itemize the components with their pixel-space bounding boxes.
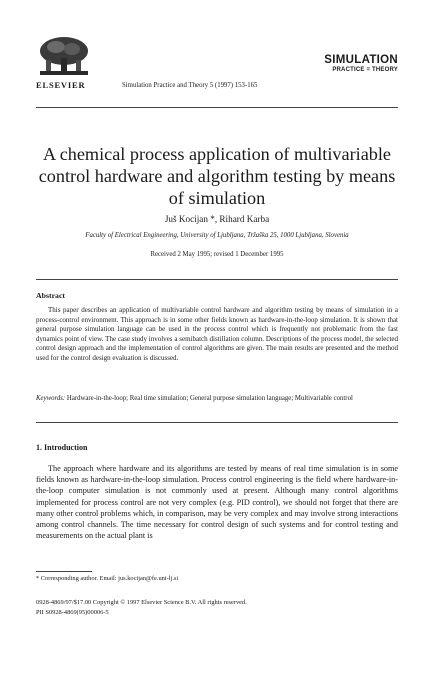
abstract-text: This paper describes an application of multivariable control hardware and algorithm testing by means of simulation in a process-control environment. This approach is in some other fields known as hardware-in-the-loop simulation. It is shown that general purpose simulation language can be used in the process control which is frequently not problematic from the fast dynamics point of view. The case study involves a semibatch distillation column. Descriptions of the process model, the selected control design approach and the implementation of control algorithms are given. The main results are presented and the method used for the control design evaluation is discussed. xyxy=(36,306,398,362)
article-authors: Juš Kocijan *, Rihard Karba xyxy=(164,214,270,224)
keywords-label: Keywords: xyxy=(36,395,66,402)
pii-line: PII S0928-4869(95)00006-5 xyxy=(36,609,109,616)
journal-reference: Simulation Practice and Theory 5 (1997) 153-165 xyxy=(122,82,258,89)
publisher-name: ELSEVIER xyxy=(36,80,86,90)
author-affiliation: Faculty of Electrical Engineering, University of Ljubljana, Tržaška 25, 1000 Ljubljana, Slovenia xyxy=(85,232,349,239)
footnote-rule xyxy=(36,571,92,572)
abstract-bottom-rule xyxy=(36,422,398,423)
abstract-top-rule xyxy=(36,279,398,280)
journal-logo xyxy=(324,54,398,73)
journal-logo-subtitle: PRACTICE = THEORY xyxy=(332,67,398,73)
elsevier-tree-logo-icon xyxy=(36,36,92,78)
keywords-text: Hardware-in-the-loop; Real time simulation; General purpose simulation language; Multivariable control xyxy=(66,395,353,402)
received-dates: Received 2 May 1995; revised 1 December 1995 xyxy=(150,251,284,258)
copyright-line: 0928-4869/97/$17.00 Copyright © 1997 Elsevier Science B.V. All rights reserved. xyxy=(36,599,247,606)
section-heading-introduction: 1. Introduction xyxy=(36,443,88,452)
journal-logo-title: SIMULATION xyxy=(324,54,398,66)
abstract-heading: Abstract xyxy=(36,291,66,300)
page-header xyxy=(36,36,398,92)
keywords xyxy=(36,394,398,403)
article-title: A chemical process application of multivariable control hardware and algorithm testing by means of simulation xyxy=(38,144,396,208)
header-rule xyxy=(36,107,398,108)
introduction-text: The approach where hardware and its algorithms are tested by means of real time simulation is in some fields known as hardware-in-the-loop simulation. Process control engineering is the field where hardware-in-the-loop computer simulation is not commonly used at present. Although many control algorithms implemented for process control are not very complex (e.g. PID control), we should not forget that there are many other control problems which, in comparison, may be very complex and may involve strong interactions among control channels. The time necessary for control design of such systems and for control testing and measurements on the actual plant is xyxy=(36,464,398,541)
footnote: * Corresponding author. Email: jus.kocijan@fe.uni-lj.si xyxy=(36,575,179,582)
